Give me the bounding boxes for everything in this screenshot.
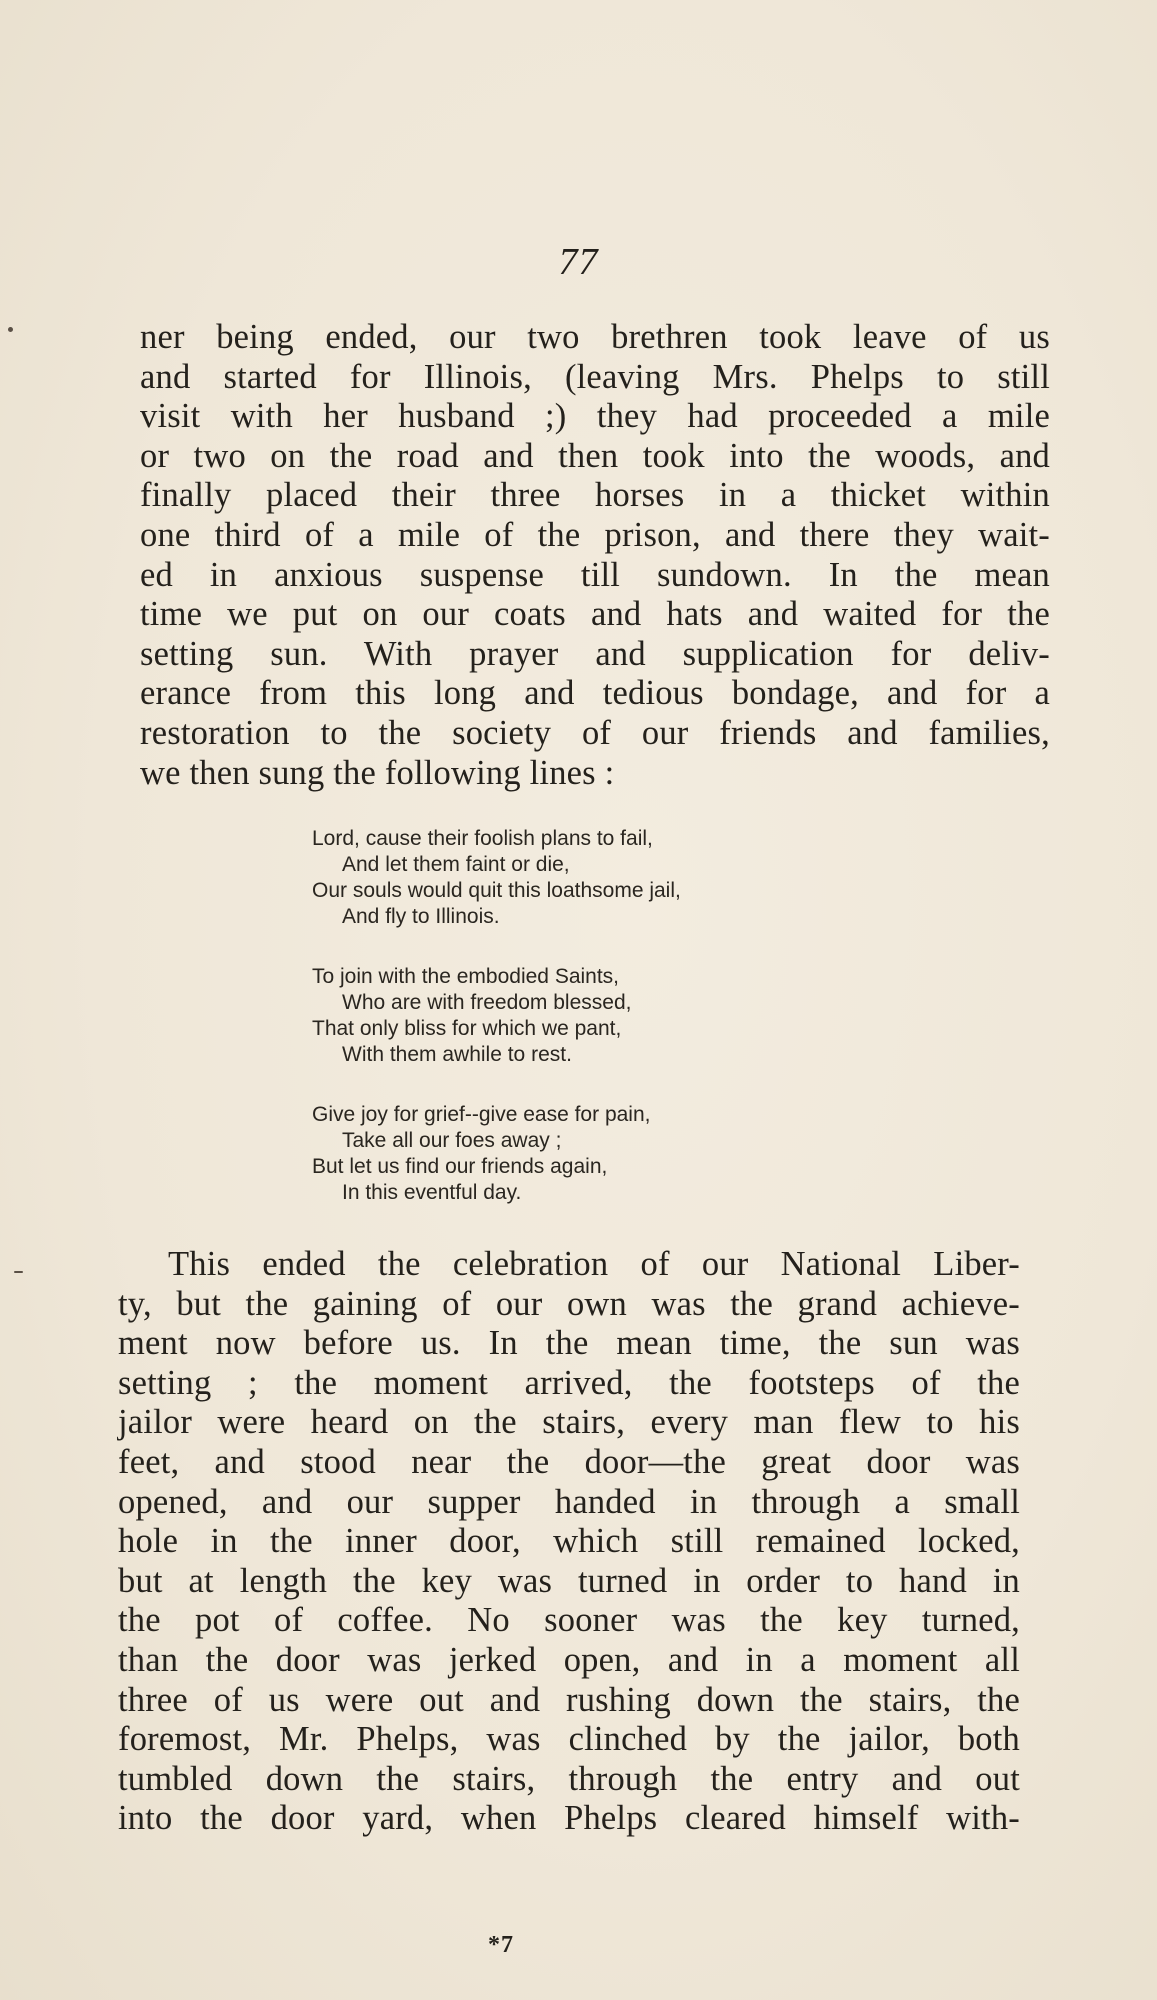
text-line: time we put on our coats and hats and waited for the: [140, 595, 1050, 634]
text-line: hole in the inner door, which still remained locked,: [118, 1522, 1020, 1561]
text-line: opened, and our supper handed in through a small: [118, 1482, 1020, 1521]
text-line: setting ; the moment arrived, the footsteps of the: [118, 1363, 1020, 1402]
verse-line: Who are with freedom blessed,: [342, 991, 632, 1014]
text-line: ner being ended, our two brethren took leave of us: [140, 318, 1050, 356]
stanza-2: [312, 964, 872, 1068]
verse-line: Lord, cause their foolish plans to fail,: [312, 827, 653, 850]
text-line: one third of a mile of the prison, and there they wait-: [140, 515, 1050, 554]
text-line: and started for Illinois, (leaving Mrs. Phelps to still: [140, 357, 1050, 396]
page-number: 77: [558, 241, 599, 283]
text-line: finally placed their three horses in a thicket within: [140, 476, 1050, 515]
text-line: jailor were heard on the stairs, every man flew to his: [118, 1403, 1020, 1442]
verse-line: But let us find our friends again,: [312, 1155, 608, 1178]
verse-line: Take all our foes away ;: [342, 1129, 562, 1152]
verse-line: With them awhile to rest.: [342, 1043, 572, 1066]
text-line: restoration to the society of our friends and families,: [140, 713, 1050, 752]
text-line: feet, and stood near the door—the great door was: [118, 1442, 1020, 1481]
text-line: three of us were out and rushing down the stairs, the: [118, 1680, 1020, 1719]
text-line: we then sung the following lines :: [140, 753, 615, 792]
verse-line: And fly to Illinois.: [342, 905, 500, 928]
ink-speck: [8, 327, 13, 332]
paragraph-narrative-2: [118, 1245, 1020, 1839]
verse-line: To join with the embodied Saints,: [312, 965, 620, 988]
text-line: or two on the road and then took into the woods, and: [140, 436, 1050, 475]
stanza-3: [312, 1102, 872, 1206]
text-line: ment now before us. In the mean time, the sun was: [118, 1324, 1020, 1363]
paragraph-narrative-1: [140, 318, 1050, 793]
verse-line: Give joy for grief--give ease for pain,: [312, 1103, 651, 1126]
text-line: foremost, Mr. Phelps, was clinched by the jailor, both: [118, 1720, 1020, 1759]
text-line: ed in anxious suspense till sundown. In the mean: [140, 555, 1050, 594]
text-line: visit with her husband ;) they had proceeded a mile: [140, 397, 1050, 436]
signature-mark: *7: [488, 1932, 514, 1958]
text-line: tumbled down the stairs, through the entry and out: [118, 1759, 1020, 1798]
text-line: This ended the celebration of our National Liber-: [168, 1245, 1020, 1283]
text-line: than the door was jerked open, and in a moment all: [118, 1640, 1020, 1679]
ink-speck: [14, 1271, 23, 1273]
verse-line: That only bliss for which we pant,: [312, 1017, 622, 1040]
text-line: ty, but the gaining of our own was the grand achieve-: [118, 1284, 1020, 1323]
text-line: erance from this long and tedious bondage, and for a: [140, 674, 1050, 713]
text-line: the pot of coffee. No sooner was the key turned,: [118, 1601, 1020, 1640]
verse-line: And let them faint or die,: [342, 853, 570, 876]
text-line: into the door yard, when Phelps cleared himself with-: [118, 1799, 1020, 1838]
verse-line: In this eventful day.: [342, 1181, 522, 1204]
text-line: setting sun. With prayer and supplication for deliv-: [140, 634, 1050, 673]
verse-line: Our souls would quit this loathsome jail,: [312, 879, 681, 902]
stanza-1: [312, 826, 872, 930]
text-line: but at length the key was turned in order to hand in: [118, 1561, 1020, 1600]
hymn-verses: [312, 826, 872, 1240]
